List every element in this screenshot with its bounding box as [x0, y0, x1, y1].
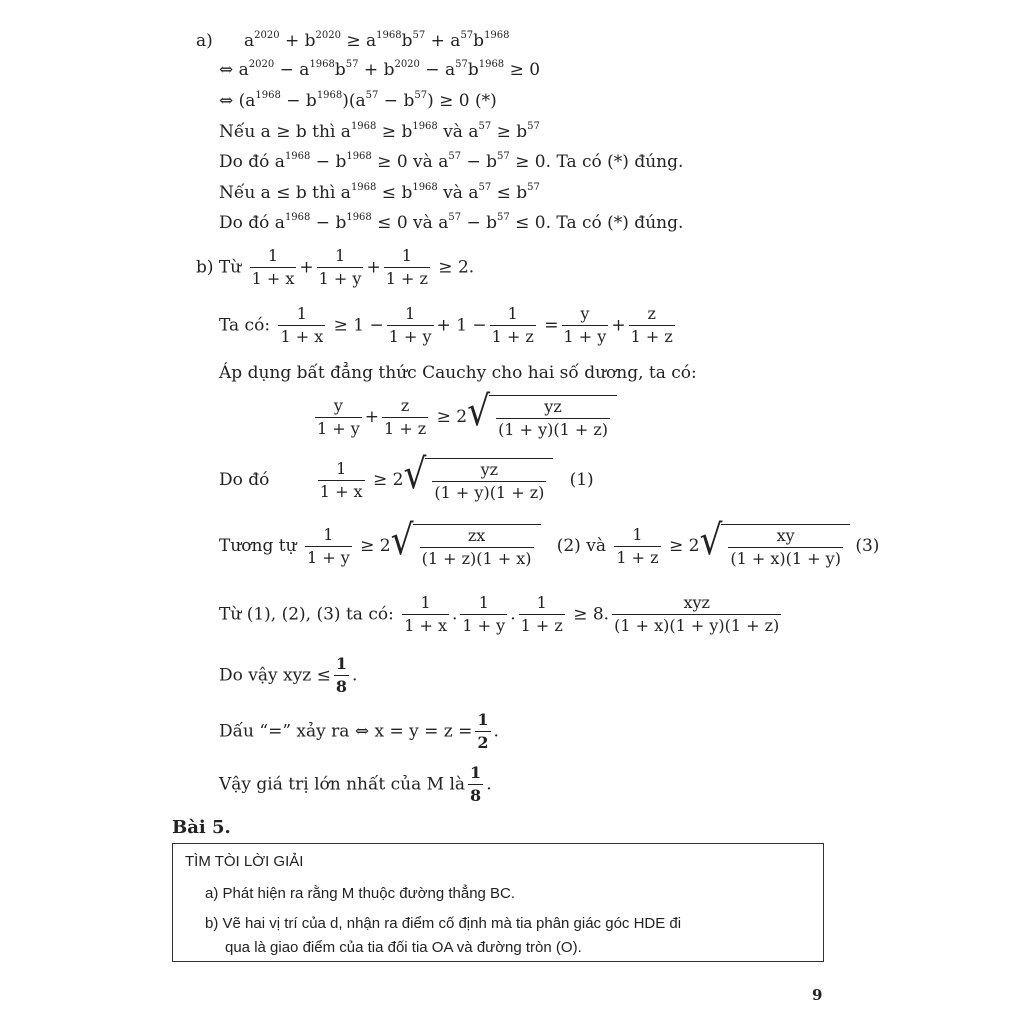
tu-123: Từ (1), (2), (3) ta có: $\frac{1}{1 + x}$ . $\frac{1}{1 + y}$ . $\frac{1}{1 + z}$ ≥ 8. $\frac{\text{xyz}}{(1 + x)(1 + y)(1 + z)}$	[219, 593, 780, 636]
part-b-cauchy: Áp dụng bất đẳng thức Cauchy cho hai số dương, ta có:	[219, 363, 697, 383]
part-b-ta-co: Ta có: $\frac{1}{1 + x}$ ≥ 1 − $\frac{1}{1 + y}$ + 1 − $\frac{1}{1 + z}$ = $\frac{y}{1 + y}$ + $\frac{z}{1 + z}$	[219, 304, 673, 347]
formula-a2: ⇔ $a^{2020} - a^{1968}b^{57} + b^{2020} - a^{57}b^{1968} \ge 0$	[219, 59, 541, 80]
part-b-given: b) Từ $\frac{1}{1 + x}$ + $\frac{1}{1 + y}$ + $\frac{1}{1 + z}$ ≥ 2.	[196, 246, 475, 289]
hint-item-b1: b) Vẽ hai vị trí của d, nhận ra điểm cố định mà tia phân giác góc HDE đi	[205, 915, 682, 932]
hint-item-a: a) Phát hiện ra rằng M thuộc đường thẳng BC.	[205, 885, 516, 902]
hint-box	[172, 843, 824, 962]
dau-bang: Dấu “=” xảy ra ⇔ x = y = z = $\frac{1}{2}$ .	[219, 710, 499, 753]
page-number: 9	[812, 986, 823, 1004]
cauchy-formula: $\frac{y}{1 + y}$ + $\frac{z}{1 + z}$ ≥ 2 √ $\frac{yz}{(1 + y)(1 + z)}$	[312, 395, 617, 440]
bai5-title: Bài 5.	[172, 817, 231, 838]
tuong-tu: Tương tự $\frac{1}{1 + y}$ ≥ 2 √ $\frac{zx}{(1 + z)(1 + x)}$ (2) và $\frac{1}{1 + z}$ ≥ 2 √ $\frac{xy}{(1 + x)(1 + y)}$ (3)	[219, 517, 880, 569]
part-a-label: a)	[196, 31, 213, 51]
case-2-conclusion: Do đó $a^{1968} - b^{1968} \le 0$ và $a^{57} - b^{57} \le 0$. Ta có (*) đúng.	[219, 212, 684, 233]
case-1: Nếu a ≥ b thì $a^{1968} \ge b^{1968}$ và $a^{57} \ge b^{57}$	[219, 121, 540, 142]
case-2: Nếu a ≤ b thì $a^{1968} \le b^{1968}$ và $a^{57} \le b^{57}$	[219, 182, 540, 203]
do-vay: Do vậy xyz ≤ $\frac{1}{8}$ .	[219, 654, 358, 697]
formula-a3: ⇔ $(a^{1968} - b^{1968})(a^{57} - b^{57}) \ge 0$ (*)	[219, 90, 497, 111]
formula-a1: $a^{2020} + b^{2020} \ge a^{1968}b^{57} + a^{57}b^{1968}$	[244, 30, 510, 51]
do-do-1: Do đó $\frac{1}{1 + x}$ ≥ 2 √ $\frac{yz}{(1 + y)(1 + z)}$ (1)	[219, 451, 594, 503]
case-1-conclusion: Do đó $a^{1968} - b^{1968} \ge 0$ và $a^{57} - b^{57} \ge 0$. Ta có (*) đúng.	[219, 151, 684, 172]
hint-box-title: TÌM TÒI LỜI GIẢI	[185, 853, 304, 870]
hint-item-b2: qua là giao điểm của tia đối tia OA và đường tròn (O).	[225, 939, 582, 956]
ket-luan: Vậy giá trị lớn nhất của M là $\frac{1}{8}$ .	[219, 763, 492, 806]
